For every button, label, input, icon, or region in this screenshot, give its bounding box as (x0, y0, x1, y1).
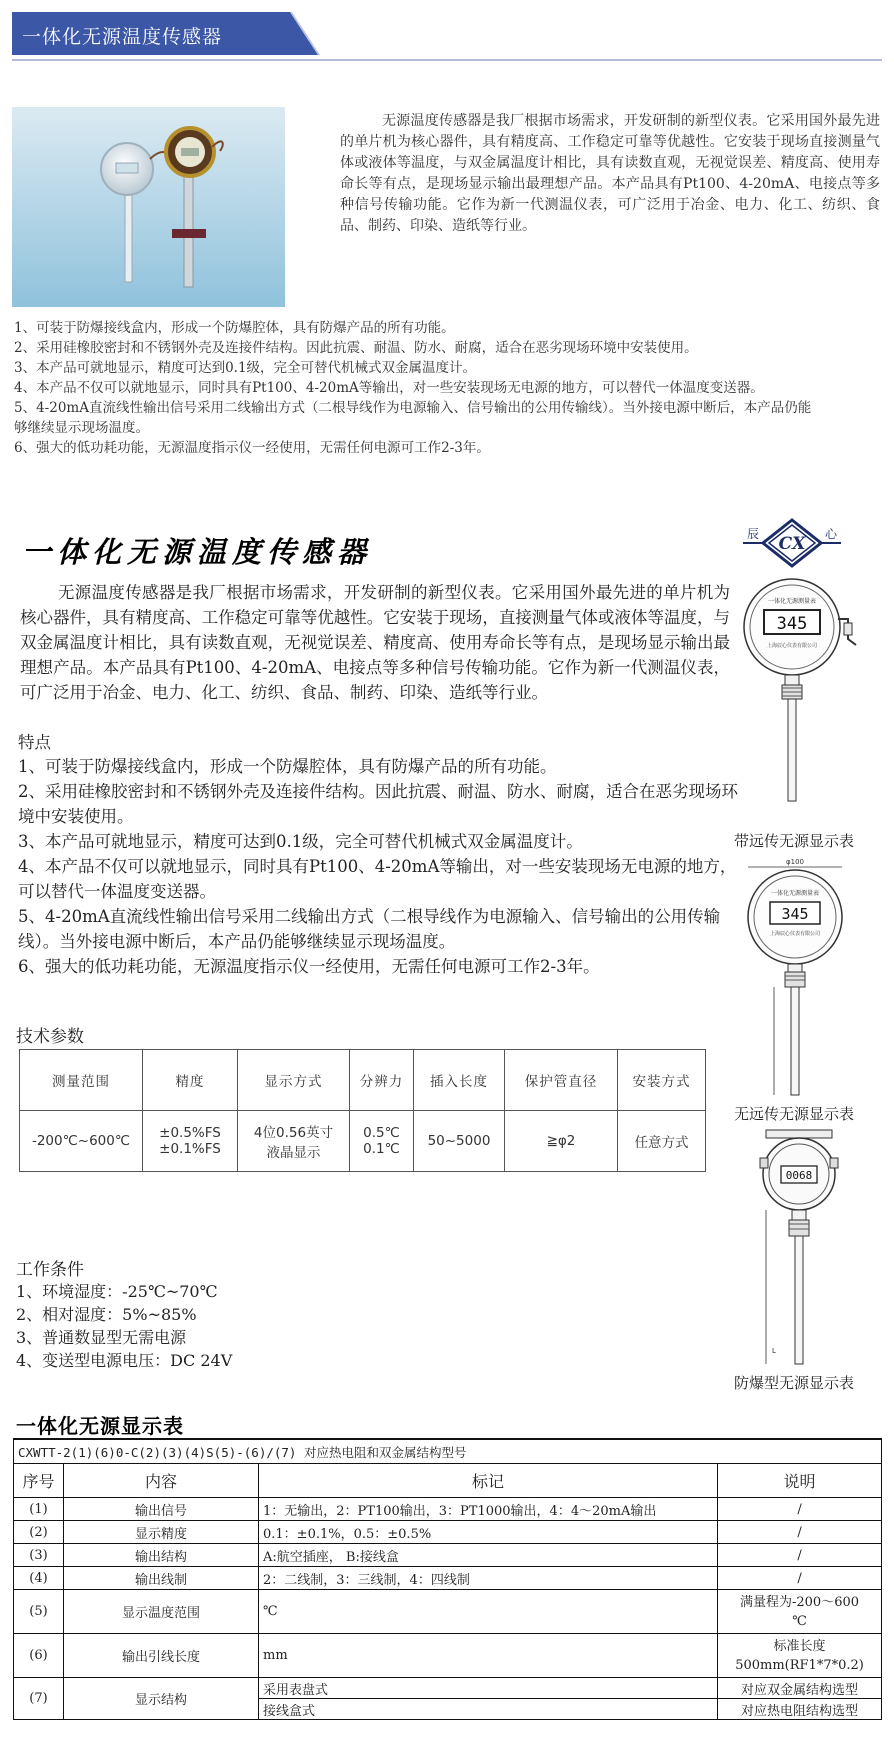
tech-mount: 任意方式 (618, 1111, 706, 1172)
device1-plate: 一体化无源测量表 (767, 598, 817, 605)
tech-header: 保护管直径 (505, 1050, 618, 1111)
row-content: 输出线制 (64, 1567, 259, 1590)
logo-mark: CX (778, 534, 806, 554)
device1-maker: 上海辰心仪表有限公司 (766, 643, 818, 649)
tech-table (19, 1049, 706, 1172)
row-note (718, 1634, 882, 1678)
device2-caption: 无远传无源显示表 (734, 1105, 855, 1123)
row-mark: ℃ (259, 1590, 718, 1634)
model-title: 一体化无源显示表 (16, 1414, 184, 1438)
row-mark: mm (259, 1634, 718, 1678)
row-note: 对应双金属结构选型 (718, 1678, 882, 1699)
top-feature-item: 4、本产品不仅可以就地显示，同时具有Pt100、4-20mA等输出，对一些安装现场无电源的地方，可以替代一体温度变送器。 (14, 380, 764, 396)
tech-resolution (350, 1111, 414, 1172)
tech-header: 分辨力 (350, 1050, 414, 1111)
logo-left-char: 辰 (746, 527, 760, 541)
tech-diameter: ≧φ2 (505, 1111, 618, 1172)
tech-header: 安装方式 (618, 1050, 706, 1111)
table-row (14, 1544, 882, 1567)
company-logo (741, 518, 843, 568)
tech-resolution-2: 0.1℃ (363, 1141, 400, 1157)
main-feature-item: 4、本产品不仅可以就地显示，同时具有Pt100、4-20mA等输出，对一些安装现场无电源的地方，可以替代一体温度变送器。 (18, 857, 737, 901)
row-note: / (718, 1498, 882, 1521)
work-title: 工作条件 (16, 1260, 84, 1280)
row-note: / (718, 1521, 882, 1544)
row-note: / (718, 1544, 882, 1567)
top-intro-text: 无源温度传感器是我厂根据市场需求，开发研制的新型仪表。它采用国外最先进的单片机为核心器件，具有精度高、工作稳定可靠等优越性。它安装于现场直接测量气体或液体等温度，与双金属温度计相比，具有读数直观，无视觉误差、精度高、使用寿命长等有点，是现场显示输出最理想产品。本产品具有Pt100、4-20mA、电接点等多种信号传输功能。它作为新一代测温仪表，可广泛用于冶金、电力、化工、纺织、食品、制药、印染、造纸等行业。 (340, 113, 880, 234)
model-header: 内容 (64, 1464, 259, 1498)
main-feature-item: 1、可装于防爆接线盒内，形成一个防爆腔体，具有防爆产品的所有功能。 (18, 757, 557, 776)
tech-header: 精度 (143, 1050, 238, 1111)
device-remote-drawing (740, 575, 860, 805)
table-row (14, 1498, 882, 1521)
model-header: 说明 (718, 1464, 882, 1498)
tech-title: 技术参数 (16, 1027, 84, 1047)
device-local-drawing (740, 855, 855, 1100)
tech-length: 50~5000 (414, 1111, 505, 1172)
table-row (14, 1521, 882, 1544)
work-item: 1、环境湿度：-25℃~70℃ (16, 1282, 218, 1301)
row-mark: 0.1：±0.1%，0.5：±0.5% (259, 1521, 718, 1544)
device1-caption: 带远传无源显示表 (734, 832, 855, 850)
device2-display: 345 (781, 905, 809, 923)
row-note: / (718, 1567, 882, 1590)
device2-maker: 上海辰心仪表有限公司 (769, 931, 821, 937)
row-mark: 2：二线制，3：三线制，4：四线制 (259, 1567, 718, 1590)
main-feature-list (18, 754, 738, 979)
top-feature-item: 1、可装于防爆接线盒内，形成一个防爆腔体，具有防爆产品的所有功能。 (14, 320, 455, 336)
row-no: (1) (14, 1498, 64, 1521)
table-row (14, 1590, 882, 1634)
row-mark: 1：无输出，2：PT100输出，3：PT1000输出，4：4～20mA输出 (259, 1498, 718, 1521)
model-header: 标记 (259, 1464, 718, 1498)
tech-display-2: 液晶显示 (266, 1145, 321, 1161)
tech-resolution-1: 0.5℃ (363, 1125, 400, 1141)
tech-header: 测量范围 (20, 1050, 143, 1111)
main-intro-text: 无源温度传感器是我厂根据市场需求，开发研制的新型仪表。它采用国外最先进的单片机为核心器件，具有精度高、工作稳定可靠等优越性。它安装于现场，直接测量气体或液体等温度，与双金属温度计相比，具有读数直观，无视觉误差、精度高、使用寿命长等有点，是现场显示输出最理想产品。本产品具有Pt100、4-20mA、电接点等多种信号传输功能。它作为新一代测温仪表，可广泛用于冶金、电力、化工、纺织、食品、制药、印染、造纸等行业。 (20, 583, 730, 702)
row-content: 输出信号 (64, 1498, 259, 1521)
tech-header: 显示方式 (238, 1050, 350, 1111)
tech-accuracy (143, 1111, 238, 1172)
work-item: 3、普通数显型无需电源 (16, 1328, 187, 1347)
row-note-line: 500mm(RF1*7*0.2) (735, 1657, 864, 1673)
row-mark: 接线盒式 (259, 1699, 718, 1720)
model-code: CXWTT-2(1)(6)0-C(2)(3)(4)S(5)-(6)/(7) 对应热电阻和双金属结构型号 (14, 1439, 882, 1464)
top-feature-item: 6、强大的低功耗功能，无源温度指示仪一经使用，无需任何电源可工作2-3年。 (14, 440, 490, 456)
logo-right-char: 心 (824, 527, 838, 541)
tech-accuracy-1: ±0.5%FS (159, 1125, 221, 1141)
model-table (13, 1438, 882, 1720)
row-note-line: 标准长度 (773, 1638, 826, 1654)
row-no: (4) (14, 1567, 64, 1590)
row-note: 对应热电阻结构选型 (718, 1699, 882, 1720)
row-no: (6) (14, 1634, 64, 1678)
row-content: 显示精度 (64, 1521, 259, 1544)
tech-accuracy-2: ±0.1%FS (159, 1141, 221, 1157)
work-item: 4、变送型电源电压：DC 24V (16, 1351, 233, 1370)
device3-dim: L (772, 1347, 776, 1355)
tech-display-1: 4位0.56英寸 (253, 1125, 334, 1141)
product-photo (12, 107, 285, 307)
top-feature-item: 5、4-20mA直流线性输出信号采用二线输出方式（二根导线作为电源输入、信号输出的公用传输线）。当外接电源中断后，本产品仍能够继续显示现场温度。 (14, 400, 812, 436)
row-no: (2) (14, 1521, 64, 1544)
table-row (14, 1567, 882, 1590)
top-feature-item: 2、采用硅橡胶密封和不锈钢外壳及连接件结构。因此抗震、耐温、防水、耐腐，适合在恶劣现场环境中安装使用。 (14, 340, 698, 356)
row-no: (5) (14, 1590, 64, 1634)
features-heading: 特点 (18, 733, 51, 752)
row-no: (3) (14, 1544, 64, 1567)
table-row (14, 1634, 882, 1678)
top-feature-list (14, 318, 814, 458)
device3-caption: 防爆型无源显示表 (734, 1374, 855, 1392)
main-feature-item: 5、4-20mA直流线性输出信号采用二线输出方式（二根导线作为电源输入、信号输出的公用传输线）。当外接电源中断后，本产品仍能够继续显示现场温度。 (18, 907, 721, 951)
row-content: 输出结构 (64, 1544, 259, 1567)
row-content: 显示结构 (64, 1678, 259, 1720)
header-title: 一体化无源温度传感器 (22, 26, 223, 48)
work-item: 2、相对湿度：5%~85% (16, 1305, 197, 1324)
table-row (14, 1678, 882, 1699)
row-note-line: 满量程为-200～600 (740, 1594, 860, 1610)
device2-plate: 一体化无源测量表 (770, 890, 820, 897)
main-title: 一体化无源温度传感器 (22, 535, 373, 569)
row-mark: 采用表盘式 (259, 1678, 718, 1699)
device-explosion-proof-drawing (748, 1128, 858, 1368)
tech-range: -200℃~600℃ (20, 1111, 143, 1172)
top-feature-item: 3、本产品可就地显示，精度可达到0.1级，完全可替代机械式双金属温度计。 (14, 360, 477, 376)
row-content: 输出引线长度 (64, 1634, 259, 1678)
main-feature-item: 6、强大的低功耗功能，无源温度指示仪一经使用，无需任何电源可工作2-3年。 (18, 957, 600, 976)
row-no: (7) (14, 1678, 64, 1720)
tech-header: 插入长度 (414, 1050, 505, 1111)
device3-display: 0068 (785, 1169, 813, 1182)
work-list (16, 1280, 232, 1372)
device2-dim: φ100 (786, 858, 804, 866)
device1-display: 345 (776, 614, 808, 634)
main-feature-item: 2、采用硅橡胶密封和不锈钢外壳及连接件结构。因此抗震、耐温、防水、耐腐，适合在恶劣现场环境中安装使用。 (18, 782, 738, 826)
row-note (718, 1590, 882, 1634)
row-content: 显示温度范围 (64, 1590, 259, 1634)
row-note-line: ℃ (792, 1613, 807, 1629)
row-mark: A:航空插座， B:接线盒 (259, 1544, 718, 1567)
main-feature-item: 3、本产品可就地显示，精度可达到0.1级，完全可替代机械式双金属温度计。 (18, 832, 583, 851)
model-header: 序号 (14, 1464, 64, 1498)
tech-display (238, 1111, 350, 1172)
